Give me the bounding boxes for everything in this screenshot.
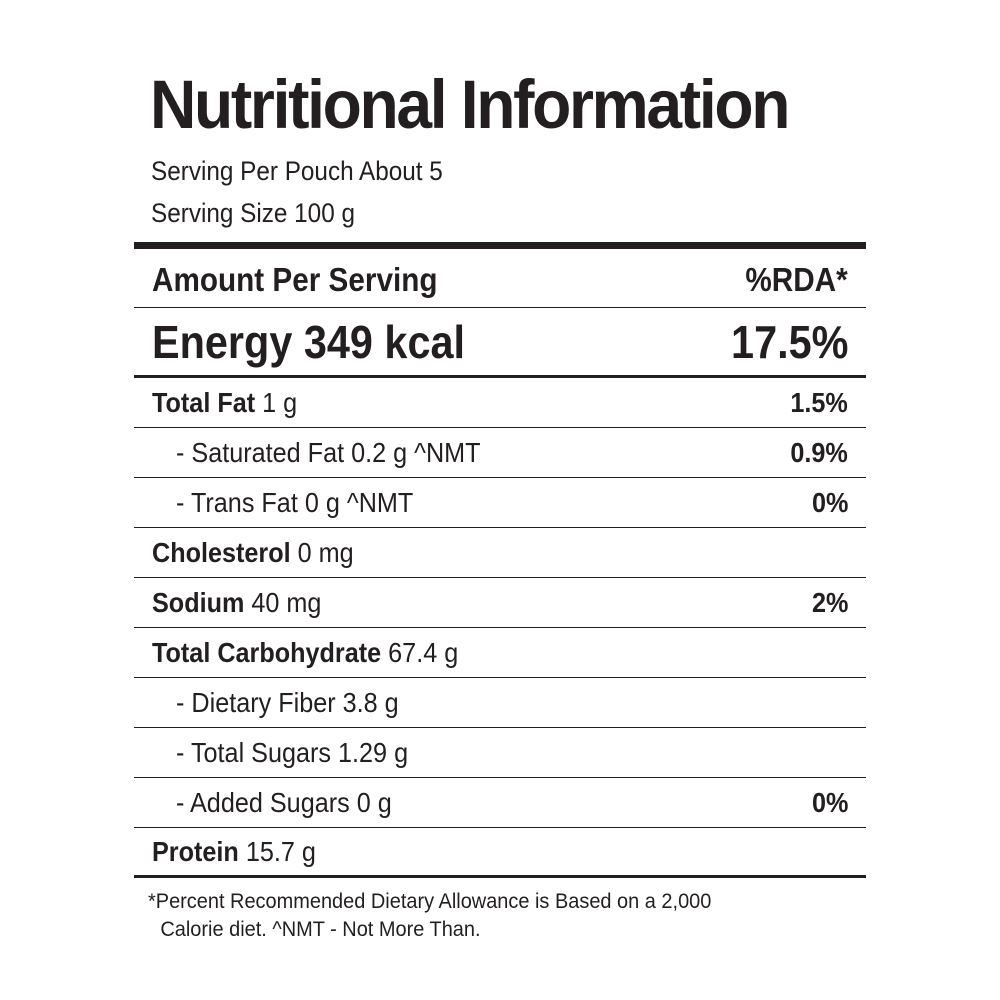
- nutrient-row-trans-fat: [134, 478, 866, 528]
- nutrient-name: Sodium: [152, 586, 245, 618]
- nutrient-rda: 1.5%: [790, 386, 848, 418]
- nutrient-amount: 0 mg: [290, 536, 354, 568]
- energy-rda: 17.5%: [730, 315, 848, 368]
- nutrient-row-cholesterol: [134, 528, 866, 578]
- nutrient-name: - Added Sugars 0 g: [176, 786, 392, 818]
- nutrient-amount: 15.7 g: [238, 835, 316, 867]
- nutrient-name: Cholesterol: [152, 536, 291, 568]
- nutrient-row-protein: [134, 828, 866, 878]
- nutrient-row-added-sugars: [134, 778, 866, 828]
- nutrition-label: [134, 60, 866, 944]
- footnote-line-1: *Percent Recommended Dietary Allowance is Based on a 2,000: [148, 890, 712, 913]
- nutrient-name: Total Carbohydrate: [152, 636, 382, 668]
- nutrient-row-total-sugars: [134, 728, 866, 778]
- nutrient-rda: 0.9%: [790, 436, 848, 468]
- energy-row: [134, 308, 866, 378]
- serving-per-pouch: Serving Per Pouch About 5: [151, 156, 443, 186]
- nutrient-name: - Dietary Fiber 3.8 g: [176, 686, 399, 718]
- rda-header-label: %RDA*: [745, 261, 848, 298]
- top-thick-divider: [134, 242, 866, 249]
- nutrient-row-total-fat: [134, 378, 866, 428]
- nutrient-amount: 40 mg: [244, 586, 322, 618]
- nutrient-name: - Total Sugars 1.29 g: [176, 736, 409, 768]
- serving-size: Serving Size 100 g: [151, 198, 355, 228]
- energy-label: Energy 349 kcal: [152, 315, 466, 368]
- nutrient-rda: 0%: [811, 786, 848, 818]
- label-title: Nutritional Information: [150, 66, 789, 143]
- amount-header-row: [134, 249, 866, 308]
- nutrient-name: - Trans Fat 0 g ^NMT: [176, 486, 414, 518]
- nutrient-row-sodium: [134, 578, 866, 628]
- nutrient-row-dietary-fiber: [134, 678, 866, 728]
- nutrient-name: Total Fat: [152, 386, 256, 418]
- nutrient-name: - Saturated Fat 0.2 g ^NMT: [176, 436, 481, 468]
- nutrient-name: Protein: [152, 835, 239, 867]
- amount-per-serving-label: Amount Per Serving: [152, 261, 438, 298]
- nutrient-amount: 67.4 g: [381, 636, 459, 668]
- nutrient-amount: 1 g: [255, 386, 298, 418]
- nutrient-rda: 2%: [811, 586, 848, 618]
- nutrient-row-saturated-fat: [134, 428, 866, 478]
- footnote: [148, 888, 830, 944]
- nutrient-row-total-carbohydrate: [134, 628, 866, 678]
- footnote-line-2: Calorie diet. ^NMT - Not More Than.: [160, 918, 481, 941]
- nutrient-rda: 0%: [811, 486, 848, 518]
